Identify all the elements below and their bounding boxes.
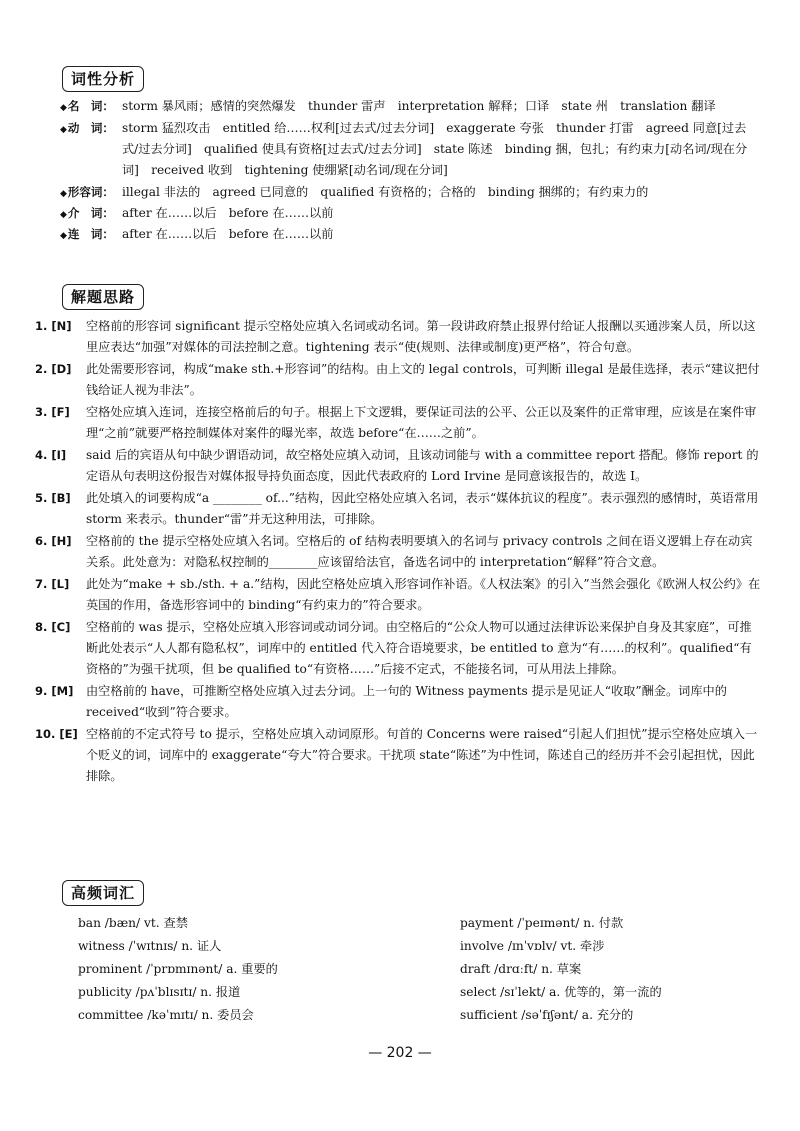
pos-analysis-list — [60, 96, 760, 245]
solution-text: 空格前的形容词 significant 提示空格处应填入名词或动名词。第一段讲政府禁止报界付给证人报酬以买通涉案人员，所以这里应表达“加强”对媒体的司法控制之意。tightening 表示“使(规则、法律或制度)更严格”，符合句意。 — [86, 319, 756, 354]
section-title-pos-analysis: 词性分析 — [62, 66, 144, 92]
vocab-entry: payment /ˈpeɪmənt/ n. 付款 — [460, 916, 624, 930]
solution-item — [35, 402, 762, 444]
pos-row-preposition — [60, 203, 760, 224]
pos-row-noun — [60, 96, 760, 117]
diamond-bullet-icon: ◆ — [60, 231, 67, 241]
solution-number: 2. [D] — [35, 362, 72, 376]
solution-item — [35, 488, 762, 530]
solution-item — [35, 724, 762, 787]
solution-number: 8. [C] — [35, 620, 71, 634]
section-title-high-frequency-vocab: 高频词汇 — [62, 880, 144, 906]
vocab-entry: sufficient /səˈfɪʃənt/ a. 充分的 — [460, 1008, 634, 1022]
solution-number: 5. [B] — [35, 491, 71, 505]
solution-item — [35, 681, 762, 723]
solution-number: 9. [M] — [35, 684, 74, 698]
solution-number: 4. [I] — [35, 448, 67, 462]
diamond-bullet-icon: ◆ — [60, 103, 67, 113]
diamond-bullet-icon: ◆ — [60, 189, 67, 199]
diamond-bullet-icon: ◆ — [60, 125, 67, 135]
solution-number: 7. [L] — [35, 577, 70, 591]
pos-row-adjective — [60, 182, 760, 203]
solution-text: 此处填入的词要构成“a ________ of...”结构，因此空格处应填入名词，表示“媒体抗议的程度”。表示强烈的感情时，英语常用 storm 来表示。thunder“雷”并无这种用法，可排除。 — [86, 491, 759, 526]
pos-label: ◆名 词： — [60, 99, 114, 113]
solution-text: 空格前的 was 提示，空格处应填入形容词或动词分词。由空格后的“公众人物可以通过法律诉讼来保护自身及其家庭”，可推断此处表示“人人都有隐私权”，词库中的 entitled 代入符合语境要求，be entitled to 意为“有……的权利”。qualified“有资格的”为强干扰项，但 be qualified to“有资格……”后接不定式，不能接名词，可从用法上排除。 — [86, 620, 752, 676]
pos-text: storm 猛烈攻击 entitled 给……权利[过去式/过去分词] exaggerate 夸张 thunder 打雷 agreed 同意[过去式/过去分词] qualified 使具有资格[过去式/过去分词] state 陈述 binding 捆，包扎；有约束力[动名词/现在分词] received 收到 tightening 使绷紧[动名词/现在分词] — [122, 121, 748, 177]
solution-number: 6. [H] — [35, 534, 72, 548]
vocab-column-left — [78, 912, 428, 1027]
pos-text: storm 暴风雨；感情的突然爆发 thunder 雷声 interpretation 解释；口译 state 州 translation 翻译 — [122, 99, 716, 113]
solution-item — [35, 445, 762, 487]
pos-label: ◆连 词： — [60, 227, 114, 241]
vocab-entry: involve /ɪnˈvɒlv/ vt. 牵涉 — [460, 939, 605, 953]
solution-item — [35, 531, 762, 573]
vocab-entry: witness /ˈwɪtnɪs/ n. 证人 — [78, 939, 222, 953]
solution-number: 3. [F] — [35, 405, 70, 419]
solution-item — [35, 359, 762, 401]
solution-text: 空格处应填入连词，连接空格前后的句子。根据上下文逻辑，要保证司法的公平、公正以及案件的正常审理，应该是在案件审理“之前”就要严格控制媒体对案件的曝光率，故选 before“在……之前”。 — [86, 405, 757, 440]
vocab-entry: publicity /pʌˈblɪsɪtɪ/ n. 报道 — [78, 985, 241, 999]
pos-text: after 在……以后 before 在……以前 — [122, 227, 334, 241]
pos-label: ◆介 词： — [60, 206, 114, 220]
section-title-solution-ideas: 解题思路 — [62, 284, 144, 310]
pos-row-verb — [60, 118, 760, 181]
vocab-entry: draft /drɑːft/ n. 草案 — [460, 962, 582, 976]
solution-text: 此处为“make + sb./sth. + a.”结构，因此空格处应填入形容词作补语。《人权法案》的引入”当然会强化《欧洲人权公约》在英国的作用，备选形容词中的 binding“有约束力的”符合要求。 — [86, 577, 761, 612]
diamond-bullet-icon: ◆ — [60, 210, 67, 220]
vocab-column-right — [460, 912, 780, 1027]
solution-list — [35, 316, 762, 788]
solution-text: 空格前的 the 提示空格处应填入名词。空格后的 of 结构表明要填入的名词与 privacy controls 之间在语义逻辑上存在动宾关系。此处意为：对隐私权控制的________应该留给法官，备选名词中的 interpretation“解释”符合文意。 — [86, 534, 753, 569]
solution-text: 此处需要形容词，构成“make sth.+形容词”的结构。由上文的 legal controls，可判断 illegal 是最佳选择，表示“建议把付钱给证人视为非法”。 — [86, 362, 760, 397]
solution-text: 由空格前的 have，可推断空格处应填入过去分词。上一句的 Witness payments 提示是见证人“收取”酬金。词库中的 received“收到”符合要求。 — [86, 684, 727, 719]
solution-item — [35, 574, 762, 616]
pos-text: after 在……以后 before 在……以前 — [122, 206, 334, 220]
pos-text: illegal 非法的 agreed 已同意的 qualified 有资格的；合格的 binding 捆绑的；有约束力的 — [122, 185, 649, 199]
solution-number: 10. [E] — [35, 727, 78, 741]
pos-label: ◆动 词： — [60, 121, 114, 135]
solution-item — [35, 617, 762, 680]
pos-row-conjunction — [60, 224, 760, 245]
page-number: — 202 — — [368, 1045, 432, 1061]
vocab-entry: prominent /ˈprɒmɪnənt/ a. 重要的 — [78, 962, 278, 976]
vocab-entry: ban /bæn/ vt. 查禁 — [78, 916, 188, 930]
solution-text: said 后的宾语从句中缺少谓语动词，故空格处应填入动词，且该动词能与 with a committee report 搭配。修饰 report 的定语从句表明这份报告对媒体报导持负面态度，因此代表政府的 Lord Irvine 是同意该报告的，故选 I。 — [86, 448, 759, 483]
vocab-entry: committee /kəˈmɪtɪ/ n. 委员会 — [78, 1008, 254, 1022]
vocab-entry: select /sɪˈlekt/ a. 优等的，第一流的 — [460, 985, 662, 999]
solution-number: 1. [N] — [35, 319, 72, 333]
solution-text: 空格前的不定式符号 to 提示，空格处应填入动词原形。句首的 Concerns were raised“引起人们担忧”提示空格处应填入一个贬义的词，词库中的 exaggerate“夸大”符合要求。干扰项 state“陈述”为中性词，陈述自己的经历并不会引起担忧，因此排除。 — [86, 727, 758, 783]
pos-label: ◆形容词： — [60, 185, 114, 199]
solution-item — [35, 316, 762, 358]
